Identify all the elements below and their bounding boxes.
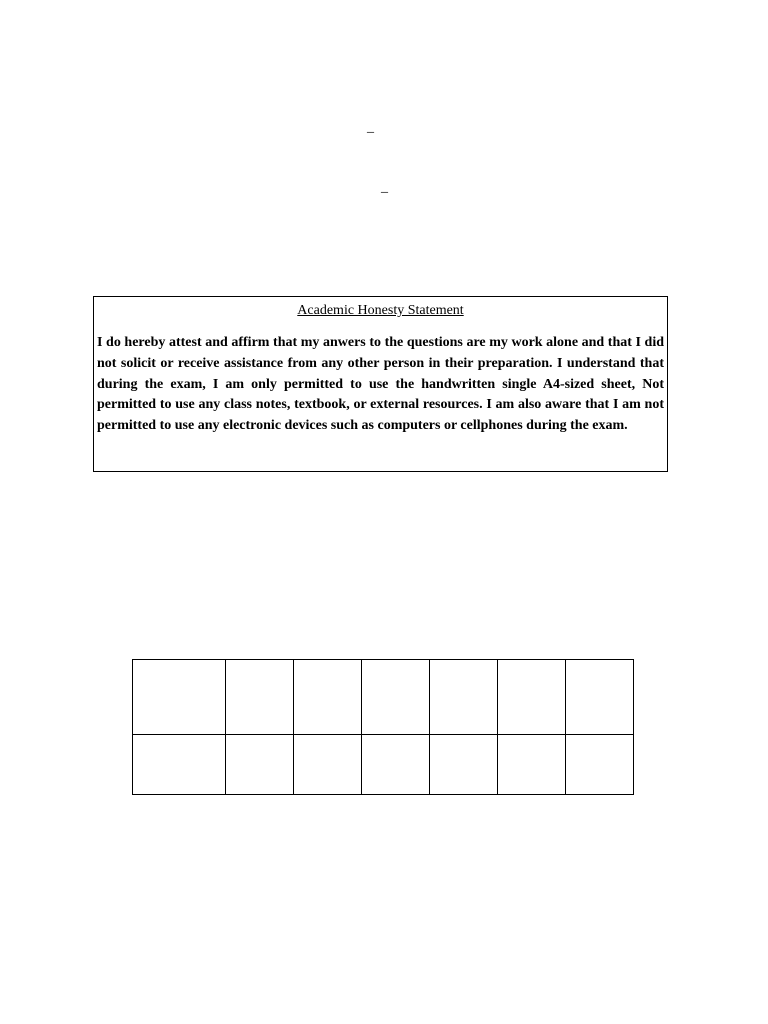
score-table-cell [498, 660, 566, 735]
score-table-cell [294, 660, 362, 735]
score-table-row [133, 660, 634, 735]
score-table [132, 659, 634, 795]
header-dash-2: _ [381, 180, 388, 195]
score-table-cell [226, 660, 294, 735]
score-table-cell [362, 660, 430, 735]
score-table-cell [226, 735, 294, 795]
score-table-cell [430, 660, 498, 735]
score-table-body [133, 660, 634, 795]
score-table-cell [133, 735, 226, 795]
score-table-cell [294, 735, 362, 795]
score-table-row [133, 735, 634, 795]
score-table-cell [430, 735, 498, 795]
score-table-cell [566, 735, 634, 795]
statement-body: I do hereby attest and affirm that my anwers to the questions are my work alone and that I did not solicit or receive assistance from any other person in their preparation. I understand that during the exam, I am only permitted to use the handwritten single A4-sized sheet, Not permitted to use any class notes, textbook, or external resources. I am also aware that I am not permitted to use any electronic devices such as computers or cellphones during the exam. [97, 335, 664, 434]
score-table-cell [566, 660, 634, 735]
score-table-cell [362, 735, 430, 795]
statement-title: Academic Honesty Statement [297, 303, 464, 318]
academic-honesty-statement-box [93, 296, 668, 472]
score-table-cell [133, 660, 226, 735]
header-dash-1: _ [367, 120, 374, 135]
score-table-cell [498, 735, 566, 795]
